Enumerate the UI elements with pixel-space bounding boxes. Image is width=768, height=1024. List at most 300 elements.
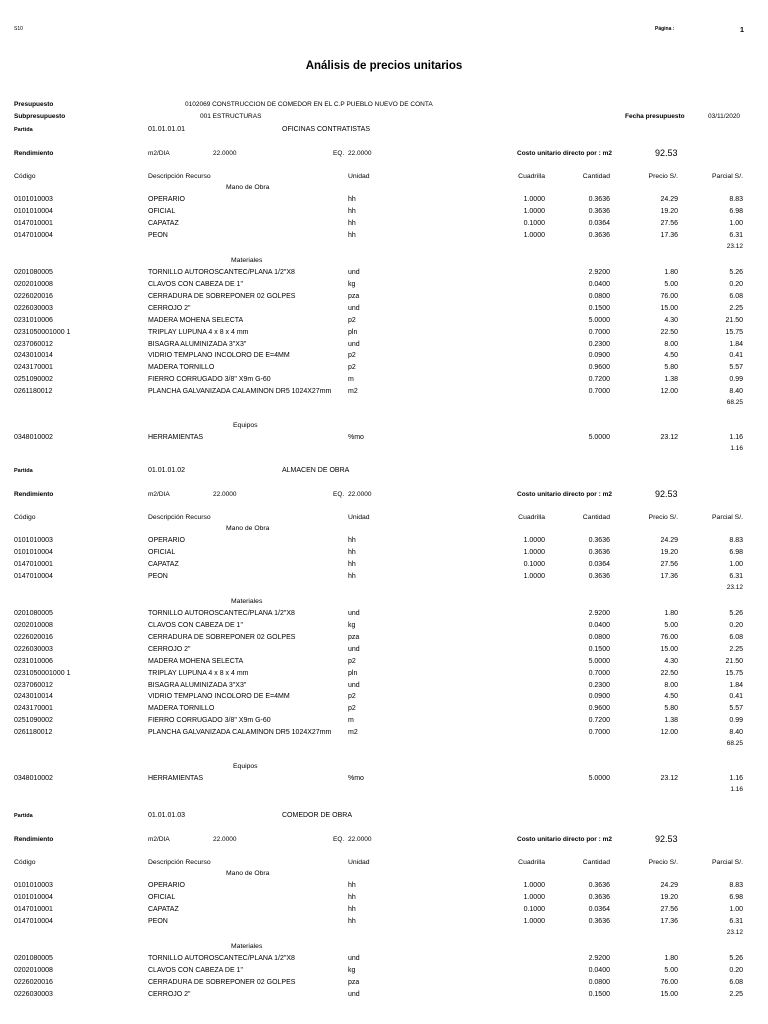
row-unit: hh — [348, 560, 356, 568]
row-parcial: 0.20 — [729, 621, 743, 629]
row-parcial: 5.57 — [729, 364, 743, 372]
row-unit: hh — [348, 572, 356, 580]
row-unit: p2 — [348, 705, 356, 713]
row-description: FIERRO CORRUGADO 3/8" X9m G-60 — [148, 717, 271, 725]
row-code: 0261180012 — [14, 729, 53, 737]
row-unit: und — [348, 990, 360, 998]
partida-name: ALMACEN DE OBRA — [282, 467, 350, 474]
row-cuadrilla: 1.0000 — [523, 917, 545, 925]
row-precio: 8.00 — [664, 340, 678, 348]
col-unidad: Unidad — [348, 514, 370, 521]
rendimiento-value: 22.0000 — [213, 150, 237, 157]
row-parcial: 6.98 — [729, 548, 743, 556]
subtotal: 68.25 — [726, 740, 743, 748]
row-unit: hh — [348, 882, 356, 889]
row-parcial: 6.98 — [729, 207, 743, 215]
row-precio: 19.20 — [660, 207, 678, 215]
row-precio: 1.38 — [664, 376, 678, 384]
col-parcial: Parcial S/. — [712, 514, 743, 521]
col-codigo: Código — [14, 859, 36, 866]
row-precio: 12.00 — [660, 388, 678, 396]
row-code: 0202010008 — [14, 280, 53, 288]
col-parcial: Parcial S/. — [712, 859, 743, 866]
row-unit: und — [348, 340, 360, 348]
row-unit: m — [348, 376, 354, 384]
page-title: Análisis de precios unitarios — [305, 60, 463, 72]
row-code: 0231010006 — [14, 657, 53, 665]
row-cantidad: 0.9600 — [588, 705, 610, 713]
row-cantidad: 0.1500 — [588, 645, 610, 653]
row-description: BISAGRA ALUMINIZADA 3"X3" — [148, 340, 247, 348]
row-unit: p2 — [348, 316, 356, 324]
row-precio: 5.80 — [664, 705, 678, 713]
row-description: MADERA MOHENA SELECTA — [148, 657, 244, 665]
row-parcial: 1.16 — [729, 775, 743, 783]
row-cuadrilla: 1.0000 — [523, 231, 545, 239]
costo-value: 92.53 — [655, 834, 678, 844]
row-cantidad: 0.3636 — [588, 537, 610, 544]
col-unidad: Unidad — [348, 173, 370, 180]
col-cuadrilla: Cuadrilla — [518, 514, 545, 521]
row-code: 0243170001 — [14, 364, 53, 372]
row-precio: 8.00 — [664, 681, 678, 689]
rendimiento-label: Rendimiento — [14, 836, 54, 843]
row-parcial: 1.84 — [729, 340, 743, 348]
partida-label: Partida — [14, 813, 33, 819]
row-cuadrilla: 1.0000 — [523, 882, 545, 889]
col-precio: Precio S/. — [648, 514, 678, 521]
subtotal: 68.25 — [726, 399, 743, 407]
row-description: MADERA MOHENA SELECTA — [148, 316, 244, 324]
row-cuadrilla: 1.0000 — [523, 572, 545, 580]
row-precio: 23.12 — [660, 775, 678, 783]
row-description: OFICIAL — [148, 207, 176, 215]
subpresupuesto-label: Subpresupuesto — [14, 113, 66, 120]
row-cantidad: 5.0000 — [588, 316, 610, 324]
row-unit: kg — [348, 966, 356, 974]
row-parcial: 6.08 — [729, 633, 743, 641]
row-parcial: 8.83 — [729, 537, 743, 544]
row-parcial: 15.75 — [725, 669, 743, 677]
row-code: 0147010004 — [14, 231, 53, 239]
row-description: TORNILLO AUTOROSCANTEC/PLANA 1/2"X8 — [148, 954, 295, 962]
row-parcial: 2.25 — [729, 990, 743, 998]
row-parcial: 0.41 — [729, 352, 743, 360]
row-parcial: 6.08 — [729, 978, 743, 986]
rendimiento-unit: m2/DIA — [148, 836, 170, 843]
row-code: 0202010008 — [14, 621, 53, 629]
row-parcial: 8.40 — [729, 729, 743, 737]
rendimiento-label: Rendimiento — [14, 491, 54, 498]
row-cantidad: 0.0364 — [588, 560, 610, 568]
row-description: CAPATAZ — [148, 905, 179, 913]
row-cuadrilla: 1.0000 — [523, 537, 545, 544]
row-parcial: 1.16 — [729, 434, 743, 442]
row-precio: 24.29 — [660, 537, 678, 544]
row-cantidad: 0.0800 — [588, 633, 610, 641]
row-precio: 24.29 — [660, 882, 678, 889]
row-unit: pln — [348, 669, 358, 677]
row-unit: hh — [348, 917, 356, 925]
row-unit: pza — [348, 292, 360, 300]
page-number: 1 — [740, 25, 744, 34]
row-precio: 4.30 — [664, 316, 678, 324]
row-cantidad: 0.0400 — [588, 966, 610, 974]
row-parcial: 1.00 — [729, 560, 743, 568]
row-unit: und — [348, 268, 360, 276]
row-description: CAPATAZ — [148, 219, 179, 227]
rendimiento-value: 22.0000 — [213, 491, 237, 498]
row-cantidad: 5.0000 — [588, 434, 610, 442]
row-unit: hh — [348, 219, 356, 227]
partida-name: OFICINAS CONTRATISTAS — [282, 126, 371, 133]
row-code: 0231050001000 1 — [14, 328, 71, 336]
row-code: 0226020016 — [14, 978, 53, 986]
mano-obra-heading: Mano de Obra — [226, 870, 270, 877]
row-precio: 5.00 — [664, 966, 678, 974]
row-parcial: 1.00 — [729, 905, 743, 913]
row-cantidad: 0.2300 — [588, 681, 610, 689]
row-unit: %mo — [348, 434, 364, 442]
presupuesto-value: 0102069 CONSTRUCCION DE COMEDOR EN EL C.P PUEBLO NUEVO DE CONTA — [185, 101, 433, 108]
eq-label: EQ. — [333, 150, 345, 157]
row-code: 0101010004 — [14, 548, 53, 556]
row-precio: 27.56 — [660, 219, 678, 227]
row-code: 0251090002 — [14, 717, 53, 725]
row-cantidad: 0.9600 — [588, 364, 610, 372]
row-cantidad: 0.0800 — [588, 978, 610, 986]
row-precio: 12.00 — [660, 729, 678, 737]
row-precio: 1.80 — [664, 954, 678, 962]
row-unit: und — [348, 645, 360, 653]
row-precio: 19.20 — [660, 893, 678, 901]
row-code: 0261180012 — [14, 388, 53, 396]
row-description: HERRAMIENTAS — [148, 775, 204, 783]
row-parcial: 21.50 — [725, 316, 743, 324]
row-unit: %mo — [348, 775, 364, 783]
row-parcial: 6.31 — [729, 231, 743, 239]
row-cantidad: 0.0800 — [588, 292, 610, 300]
row-unit: hh — [348, 207, 356, 215]
row-description: OFICIAL — [148, 893, 176, 901]
partida-label: Partida — [14, 468, 33, 474]
subtotal: 23.12 — [726, 242, 743, 250]
row-unit: m2 — [348, 388, 358, 396]
row-cantidad: 0.1500 — [588, 304, 610, 312]
subtotal: 23.12 — [726, 583, 743, 591]
row-cantidad: 0.3636 — [588, 207, 610, 215]
rendimiento-unit: m2/DIA — [148, 491, 170, 498]
row-code: 0147010001 — [14, 219, 53, 227]
row-parcial: 6.31 — [729, 572, 743, 580]
row-parcial: 5.57 — [729, 705, 743, 713]
row-description: TRIPLAY LUPUNA 4 x 8 x 4 mm — [148, 669, 249, 677]
row-code: 0226030003 — [14, 645, 53, 653]
row-code: 0226020016 — [14, 633, 53, 641]
eq-label: EQ. — [333, 491, 345, 498]
row-unit: hh — [348, 905, 356, 913]
row-cantidad: 0.0364 — [588, 219, 610, 227]
row-code: 0348010002 — [14, 434, 53, 442]
row-cuadrilla: 1.0000 — [523, 548, 545, 556]
costo-value: 92.53 — [655, 148, 678, 158]
row-cantidad: 0.2300 — [588, 340, 610, 348]
col-precio: Precio S/. — [648, 173, 678, 180]
row-precio: 1.80 — [664, 268, 678, 276]
row-cantidad: 0.7000 — [588, 328, 610, 336]
row-cuadrilla: 0.1000 — [523, 905, 545, 913]
row-precio: 15.00 — [660, 990, 678, 998]
fecha-label: Fecha presupuesto — [625, 113, 685, 120]
row-cantidad: 0.7200 — [588, 376, 610, 384]
row-description: CERROJO 2" — [148, 645, 191, 653]
row-code: 0231010006 — [14, 316, 53, 324]
col-parcial: Parcial S/. — [712, 173, 743, 180]
row-description: PEON — [148, 231, 168, 239]
row-cuadrilla: 1.0000 — [523, 196, 545, 203]
rendimiento-label: Rendimiento — [14, 150, 54, 157]
materiales-heading: Materiales — [231, 256, 263, 264]
row-code: 0101010004 — [14, 207, 53, 215]
row-parcial: 21.50 — [725, 657, 743, 665]
row-precio: 15.00 — [660, 645, 678, 653]
row-description: PEON — [148, 917, 168, 925]
row-description: OPERARIO — [148, 196, 185, 203]
row-cantidad: 0.7000 — [588, 669, 610, 677]
row-description: PLANCHA GALVANIZADA CALAMINON DR5 1024X27mm — [148, 729, 332, 737]
row-precio: 27.56 — [660, 905, 678, 913]
rendimiento-unit: m2/DIA — [148, 150, 170, 157]
row-cantidad: 5.0000 — [588, 657, 610, 665]
costo-label: Costo unitario directo por : m2 — [517, 836, 612, 843]
row-unit: m2 — [348, 729, 358, 737]
row-parcial: 0.99 — [729, 376, 743, 384]
row-description: PLANCHA GALVANIZADA CALAMINON DR5 1024X27mm — [148, 388, 332, 396]
row-unit: pza — [348, 978, 360, 986]
eq-value: 22.0000 — [348, 150, 372, 157]
row-description: OFICIAL — [148, 548, 176, 556]
row-description: CERRADURA DE SOBREPONER 02 GOLPES — [148, 978, 296, 986]
row-code: 0147010004 — [14, 917, 53, 925]
row-description: BISAGRA ALUMINIZADA 3"X3" — [148, 681, 247, 689]
row-unit: p2 — [348, 693, 356, 701]
row-description: MADERA TORNILLO — [148, 705, 215, 713]
fecha-value: 03/11/2020 — [708, 113, 741, 120]
mano-obra-heading: Mano de Obra — [226, 525, 270, 532]
row-description: CAPATAZ — [148, 560, 179, 568]
row-code: 0201080005 — [14, 954, 53, 962]
row-code: 0147010004 — [14, 572, 53, 580]
row-cuadrilla: 0.1000 — [523, 560, 545, 568]
col-descripcion: Descripción Recurso — [148, 173, 211, 180]
row-code: 0237060012 — [14, 681, 53, 689]
row-parcial: 8.83 — [729, 882, 743, 889]
row-unit: p2 — [348, 657, 356, 665]
row-parcial: 1.84 — [729, 681, 743, 689]
row-code: 0348010002 — [14, 775, 53, 783]
row-code: 0226030003 — [14, 990, 53, 998]
col-codigo: Código — [14, 514, 36, 521]
row-cantidad: 5.0000 — [588, 775, 610, 783]
col-cantidad: Cantidad — [582, 859, 610, 866]
row-precio: 5.00 — [664, 280, 678, 288]
row-unit: und — [348, 609, 360, 617]
row-parcial: 2.25 — [729, 304, 743, 312]
partida-code: 01.01.01.03 — [148, 812, 185, 819]
row-code: 0251090002 — [14, 376, 53, 384]
row-precio: 17.36 — [660, 917, 678, 925]
subtotal: 23.12 — [726, 928, 743, 936]
row-unit: m — [348, 717, 354, 725]
row-unit: p2 — [348, 364, 356, 372]
report-code: S10 — [14, 26, 23, 32]
eq-value: 22.0000 — [348, 491, 372, 498]
subtotal: 1.16 — [730, 786, 743, 794]
row-cantidad: 0.3636 — [588, 231, 610, 239]
row-precio: 23.12 — [660, 434, 678, 442]
row-parcial: 5.26 — [729, 609, 743, 617]
col-descripcion: Descripción Recurso — [148, 859, 211, 866]
row-unit: und — [348, 681, 360, 689]
row-precio: 1.80 — [664, 609, 678, 617]
partida-name: COMEDOR DE OBRA — [282, 812, 353, 819]
row-description: FIERRO CORRUGADO 3/8" X9m G-60 — [148, 376, 271, 384]
row-code: 0201080005 — [14, 268, 53, 276]
row-precio: 76.00 — [660, 633, 678, 641]
row-parcial: 0.20 — [729, 280, 743, 288]
row-precio: 17.36 — [660, 231, 678, 239]
row-parcial: 6.31 — [729, 917, 743, 925]
row-unit: hh — [348, 537, 356, 544]
col-cantidad: Cantidad — [582, 173, 610, 180]
row-code: 0101010003 — [14, 882, 53, 889]
row-cantidad: 0.1500 — [588, 990, 610, 998]
row-precio: 4.50 — [664, 693, 678, 701]
row-description: CLAVOS CON CABEZA DE 1" — [148, 621, 243, 629]
row-description: CERROJO 2" — [148, 304, 191, 312]
row-cantidad: 2.9200 — [588, 954, 610, 962]
row-unit: und — [348, 954, 360, 962]
row-parcial: 15.75 — [725, 328, 743, 336]
row-cantidad: 0.3636 — [588, 893, 610, 901]
row-parcial: 6.98 — [729, 893, 743, 901]
row-description: CERRADURA DE SOBREPONER 02 GOLPES — [148, 292, 296, 300]
row-cantidad: 0.7000 — [588, 729, 610, 737]
row-precio: 22.50 — [660, 328, 678, 336]
col-unidad: Unidad — [348, 859, 370, 866]
row-description: TORNILLO AUTOROSCANTEC/PLANA 1/2"X8 — [148, 268, 295, 276]
row-cuadrilla: 1.0000 — [523, 207, 545, 215]
row-parcial: 6.08 — [729, 292, 743, 300]
row-parcial: 0.99 — [729, 717, 743, 725]
materiales-heading: Materiales — [231, 597, 263, 605]
row-description: HERRAMIENTAS — [148, 434, 204, 442]
row-precio: 76.00 — [660, 292, 678, 300]
row-description: CLAVOS CON CABEZA DE 1" — [148, 966, 243, 974]
row-precio: 4.50 — [664, 352, 678, 360]
row-code: 0243010014 — [14, 693, 53, 701]
row-parcial: 8.83 — [729, 196, 743, 203]
row-description: CERRADURA DE SOBREPONER 02 GOLPES — [148, 633, 296, 641]
row-code: 0226020016 — [14, 292, 53, 300]
partida-label: Partida — [14, 127, 33, 133]
costo-value: 92.53 — [655, 489, 678, 499]
row-cantidad: 0.0400 — [588, 280, 610, 288]
row-code: 0147010001 — [14, 905, 53, 913]
row-code: 0226030003 — [14, 304, 53, 312]
row-unit: pza — [348, 633, 360, 641]
row-parcial: 2.25 — [729, 645, 743, 653]
row-cantidad: 0.3636 — [588, 196, 610, 203]
row-cantidad: 0.3636 — [588, 917, 610, 925]
row-cantidad: 2.9200 — [588, 268, 610, 276]
row-unit: kg — [348, 280, 356, 288]
materiales-heading: Materiales — [231, 942, 263, 950]
row-code: 0101010004 — [14, 893, 53, 901]
row-cantidad: 0.0900 — [588, 693, 610, 701]
row-cantidad: 0.7000 — [588, 388, 610, 396]
row-cantidad: 0.0400 — [588, 621, 610, 629]
row-parcial: 8.40 — [729, 388, 743, 396]
row-precio: 1.38 — [664, 717, 678, 725]
row-parcial: 1.00 — [729, 219, 743, 227]
row-precio: 5.80 — [664, 364, 678, 372]
page-label: Página : — [655, 26, 675, 32]
row-description: CLAVOS CON CABEZA DE 1" — [148, 280, 243, 288]
row-unit: hh — [348, 196, 356, 203]
row-parcial: 5.26 — [729, 268, 743, 276]
row-description: TORNILLO AUTOROSCANTEC/PLANA 1/2"X8 — [148, 609, 295, 617]
costo-label: Costo unitario directo por : m2 — [517, 491, 612, 498]
row-description: PEON — [148, 572, 168, 580]
row-code: 0202010008 — [14, 966, 53, 974]
partida-code: 01.01.01.02 — [148, 467, 185, 474]
row-description: VIDRIO TEMPLANO INCOLORO DE E=4MM — [148, 352, 290, 360]
row-unit: hh — [348, 893, 356, 901]
row-cuadrilla: 1.0000 — [523, 893, 545, 901]
row-cantidad: 0.3636 — [588, 572, 610, 580]
row-precio: 17.36 — [660, 572, 678, 580]
row-precio: 19.20 — [660, 548, 678, 556]
row-unit: hh — [348, 231, 356, 239]
row-code: 0101010003 — [14, 196, 53, 203]
row-cantidad: 2.9200 — [588, 609, 610, 617]
col-precio: Precio S/. — [648, 859, 678, 866]
row-code: 0237060012 — [14, 340, 53, 348]
col-descripcion: Descripción Recurso — [148, 514, 211, 521]
row-cantidad: 0.3636 — [588, 882, 610, 889]
row-precio: 76.00 — [660, 978, 678, 986]
col-codigo: Código — [14, 173, 36, 180]
row-description: CERROJO 2" — [148, 990, 191, 998]
row-cuadrilla: 0.1000 — [523, 219, 545, 227]
row-description: TRIPLAY LUPUNA 4 x 8 x 4 mm — [148, 328, 249, 336]
row-precio: 15.00 — [660, 304, 678, 312]
row-precio: 4.30 — [664, 657, 678, 665]
row-precio: 24.29 — [660, 196, 678, 203]
col-cantidad: Cantidad — [582, 514, 610, 521]
row-unit: pln — [348, 328, 358, 336]
row-description: MADERA TORNILLO — [148, 364, 215, 372]
col-cuadrilla: Cuadrilla — [518, 859, 545, 866]
row-code: 0147010001 — [14, 560, 53, 568]
row-unit: p2 — [348, 352, 356, 360]
row-cantidad: 0.0364 — [588, 905, 610, 913]
subtotal: 1.16 — [730, 445, 743, 453]
eq-label: EQ. — [333, 836, 345, 843]
row-cantidad: 0.7200 — [588, 717, 610, 725]
row-code: 0243010014 — [14, 352, 53, 360]
